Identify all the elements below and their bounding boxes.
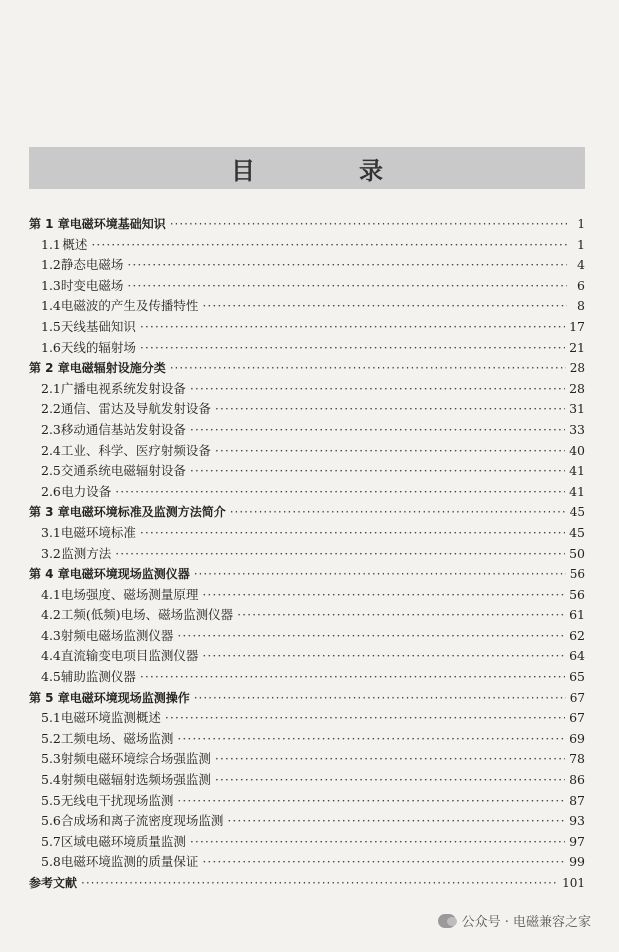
- toc-entry-title: 电磁环境基础知识: [69, 217, 166, 231]
- toc-entry-page: 67: [569, 690, 585, 705]
- dot-leader: [215, 441, 565, 462]
- toc-section-entry[interactable]: [29, 276, 585, 297]
- dot-leader: [170, 214, 567, 235]
- toc-entry-number: 4.5: [41, 669, 61, 685]
- toc-entry-title: 直流输变电项目监测仪器: [60, 648, 199, 664]
- toc-entry-number: 5.2: [41, 730, 61, 746]
- toc-entry-page: 8: [577, 298, 585, 314]
- dot-leader: [215, 399, 565, 420]
- toc-entry-title: 电力设备: [61, 483, 112, 499]
- toc-section-entry[interactable]: [29, 852, 585, 873]
- toc-section-entry[interactable]: [29, 544, 585, 565]
- toc-entry-page: 62: [569, 627, 585, 643]
- toc-entry-page: 1: [577, 236, 585, 252]
- toc-chapter-entry[interactable]: [29, 214, 585, 235]
- toc-entry-page: 28: [569, 380, 585, 396]
- watermark-text: 公众号 · 电磁兼容之家: [461, 915, 591, 930]
- toc-entry-title: 天线基础知识: [60, 318, 136, 334]
- toc-entry-number: 第 4 章: [29, 567, 70, 582]
- toc-entry-page: 56: [569, 567, 585, 582]
- dot-leader: [127, 276, 567, 297]
- toc-entry-title: 广播电视系统发射设备: [60, 380, 186, 396]
- dot-leader: [215, 749, 565, 770]
- toc-section-entry[interactable]: [29, 708, 585, 729]
- toc-list: [29, 214, 585, 894]
- toc-entry-page: 41: [569, 463, 585, 479]
- dot-leader: [177, 729, 565, 750]
- toc-entry-page: 69: [569, 730, 585, 746]
- toc-entry-title: 电磁环境标准及监测方法简介: [69, 505, 226, 520]
- toc-entry-page: 6: [577, 277, 585, 293]
- toc-entry-page: 50: [569, 545, 585, 561]
- toc-entry-page: 64: [569, 648, 585, 664]
- dot-leader: [237, 605, 565, 626]
- toc-entry-number: 1.6: [41, 339, 61, 355]
- toc-section-entry[interactable]: [29, 296, 585, 317]
- toc-section-entry[interactable]: [29, 667, 585, 688]
- toc-section-entry[interactable]: [29, 605, 585, 626]
- toc-section-entry[interactable]: [29, 749, 585, 770]
- dot-leader: [81, 873, 558, 894]
- toc-entry-title: 区域电磁环境质量监测: [60, 833, 186, 849]
- toc-entry-title: 电磁辐射设施分类: [69, 361, 166, 376]
- toc-entry-title: 工频电场、磁场监测: [60, 730, 174, 746]
- toc-entry-title: 射频电磁辐射选频场强监测: [60, 772, 211, 788]
- toc-entry-number: 第 2 章: [29, 361, 70, 376]
- dot-leader: [140, 338, 565, 359]
- toc-entry-number: 2.4: [41, 442, 61, 458]
- dot-leader: [177, 626, 565, 647]
- toc-entry-page: 99: [569, 854, 585, 870]
- toc-entry-title: 通信、雷达及导航发射设备: [60, 401, 211, 417]
- toc-entry-title: 工业、科学、医疗射频设备: [60, 442, 211, 458]
- toc-chapter-entry[interactable]: [29, 358, 585, 379]
- toc-section-entry[interactable]: [29, 585, 585, 606]
- toc-entry-page: 61: [569, 607, 585, 623]
- toc-entry-page: 21: [569, 339, 585, 355]
- toc-section-entry[interactable]: [29, 523, 585, 544]
- toc-entry-title: 电场强度、磁场测量原理: [60, 586, 199, 602]
- toc-entry-number: 1.3: [41, 277, 61, 293]
- toc-entry-number: 2.6: [41, 483, 61, 499]
- toc-chapter-entry[interactable]: [29, 873, 585, 894]
- toc-entry-number: 1.1: [41, 236, 61, 252]
- toc-entry-page: 56: [569, 586, 585, 602]
- toc-section-entry[interactable]: [29, 317, 585, 338]
- toc-section-entry[interactable]: [29, 461, 585, 482]
- dot-leader: [194, 688, 566, 709]
- toc-chapter-entry[interactable]: [29, 564, 585, 585]
- dot-leader: [202, 296, 567, 317]
- toc-section-entry[interactable]: [29, 626, 585, 647]
- toc-entry-page: 101: [562, 876, 585, 890]
- toc-entry-number: 5.3: [41, 751, 61, 767]
- toc-entry-title: 交通系统电磁辐射设备: [60, 463, 186, 479]
- toc-entry-title: 电磁环境监测概述: [60, 710, 161, 726]
- dot-leader: [91, 235, 567, 256]
- dot-leader: [140, 523, 565, 544]
- dot-leader: [127, 255, 567, 276]
- toc-section-entry[interactable]: [29, 235, 585, 256]
- toc-entry-number: 5.6: [41, 813, 61, 829]
- toc-entry-number: 5.8: [41, 854, 61, 870]
- dot-leader: [140, 667, 565, 688]
- watermark: [438, 911, 591, 930]
- toc-entry-number: 2.3: [41, 421, 61, 437]
- toc-entry-title: 时变电磁场: [60, 277, 124, 293]
- dot-leader: [230, 502, 566, 523]
- toc-entry-title: 概述: [62, 236, 88, 252]
- dot-leader: [115, 482, 565, 503]
- toc-entry-page: 65: [569, 669, 585, 685]
- toc-section-entry[interactable]: [29, 482, 585, 503]
- toc-entry-number: 3.1: [41, 524, 61, 540]
- toc-entry-title: 电磁环境现场监测操作: [69, 690, 190, 705]
- dot-leader: [215, 770, 565, 791]
- toc-entry-title: 移动通信基站发射设备: [60, 421, 186, 437]
- toc-section-entry[interactable]: [29, 338, 585, 359]
- toc-entry-page: 78: [569, 751, 585, 767]
- toc-entry-number: 4.3: [41, 627, 61, 643]
- dot-leader: [170, 358, 566, 379]
- toc-chapter-entry[interactable]: [29, 502, 585, 523]
- toc-entry-title: 电磁波的产生及传播特性: [60, 298, 199, 314]
- dot-leader: [194, 564, 566, 585]
- toc-entry-page: 97: [569, 833, 585, 849]
- toc-entry-page: 45: [569, 505, 585, 520]
- toc-section-entry[interactable]: [29, 770, 585, 791]
- dot-leader: [227, 811, 565, 832]
- toc-entry-number: 1.2: [41, 257, 61, 273]
- toc-entry-title: 射频电磁场监测仪器: [60, 627, 174, 643]
- toc-entry-page: 31: [569, 401, 585, 417]
- toc-entry-number: 2.5: [41, 463, 61, 479]
- toc-section-entry[interactable]: [29, 441, 585, 462]
- toc-entry-page: 33: [569, 421, 585, 437]
- toc-section-entry[interactable]: [29, 379, 585, 400]
- toc-entry-number: 4.1: [41, 586, 61, 602]
- toc-entry-title: 电磁环境标准: [60, 524, 136, 540]
- toc-section-entry[interactable]: [29, 420, 585, 441]
- toc-entry-number: 3.2: [41, 545, 61, 561]
- dot-leader: [140, 317, 565, 338]
- toc-entry-number: 1.4: [41, 298, 61, 314]
- toc-entry-title: 天线的辐射场: [60, 339, 136, 355]
- toc-entry-page: 87: [569, 792, 585, 808]
- toc-entry-title: 工频(低频)电场、磁场监测仪器: [60, 607, 234, 623]
- toc-entry-number: 4.4: [41, 648, 61, 664]
- toc-entry-title: 参考文献: [29, 876, 78, 890]
- toc-entry-page: 67: [569, 710, 585, 726]
- dot-leader: [165, 708, 565, 729]
- dot-leader: [190, 461, 565, 482]
- toc-entry-number: 5.7: [41, 833, 61, 849]
- toc-entry-page: 41: [569, 483, 585, 499]
- toc-section-entry[interactable]: [29, 729, 585, 750]
- toc-entry-page: 4: [577, 257, 585, 273]
- toc-entry-title: 射频电磁环境综合场强监测: [60, 751, 211, 767]
- toc-entry-number: 2.1: [41, 380, 61, 396]
- toc-entry-number: 5.4: [41, 772, 61, 788]
- toc-entry-page: 86: [569, 772, 585, 788]
- toc-chapter-entry[interactable]: [29, 688, 585, 709]
- dot-leader: [202, 852, 565, 873]
- toc-entry-title: 辅助监测仪器: [60, 669, 136, 685]
- toc-entry-title: 电磁环境监测的质量保证: [60, 854, 199, 870]
- toc-entry-number: 5.1: [41, 710, 61, 726]
- toc-entry-page: 17: [569, 318, 585, 334]
- toc-entry-number: 第 5 章: [29, 690, 70, 705]
- toc-section-entry[interactable]: [29, 811, 585, 832]
- dot-leader: [190, 420, 565, 441]
- dot-leader: [177, 791, 565, 812]
- toc-entry-page: 93: [569, 813, 585, 829]
- toc-entry-number: 第 1 章: [29, 217, 70, 231]
- toc-entry-title: 监测方法: [61, 545, 112, 561]
- toc-entry-title: 电磁环境现场监测仪器: [69, 567, 190, 582]
- page-title: 目 录: [231, 155, 423, 185]
- toc-entry-number: 1.5: [41, 318, 61, 334]
- dot-leader: [115, 544, 565, 565]
- toc-entry-page: 28: [569, 361, 585, 376]
- toc-entry-title: 静态电磁场: [60, 257, 124, 273]
- toc-section-entry[interactable]: [29, 399, 585, 420]
- toc-entry-number: 第 3 章: [29, 505, 70, 520]
- toc-section-entry[interactable]: [29, 832, 585, 853]
- dot-leader: [202, 585, 565, 606]
- toc-section-entry[interactable]: [29, 255, 585, 276]
- toc-entry-number: 2.2: [41, 401, 61, 417]
- wechat-icon: [438, 914, 456, 928]
- toc-entry-title: 合成场和离子流密度现场监测: [60, 813, 224, 829]
- toc-entry-page: 1: [577, 217, 585, 231]
- dot-leader: [202, 646, 565, 667]
- dot-leader: [190, 379, 565, 400]
- toc-section-entry[interactable]: [29, 646, 585, 667]
- toc-title-bar: [29, 147, 585, 189]
- toc-entry-title: 无线电干扰现场监测: [60, 792, 174, 808]
- toc-section-entry[interactable]: [29, 791, 585, 812]
- toc-entry-number: 5.5: [41, 792, 61, 808]
- dot-leader: [190, 832, 565, 853]
- toc-entry-number: 4.2: [41, 607, 61, 623]
- toc-entry-page: 45: [569, 524, 585, 540]
- toc-entry-page: 40: [569, 442, 585, 458]
